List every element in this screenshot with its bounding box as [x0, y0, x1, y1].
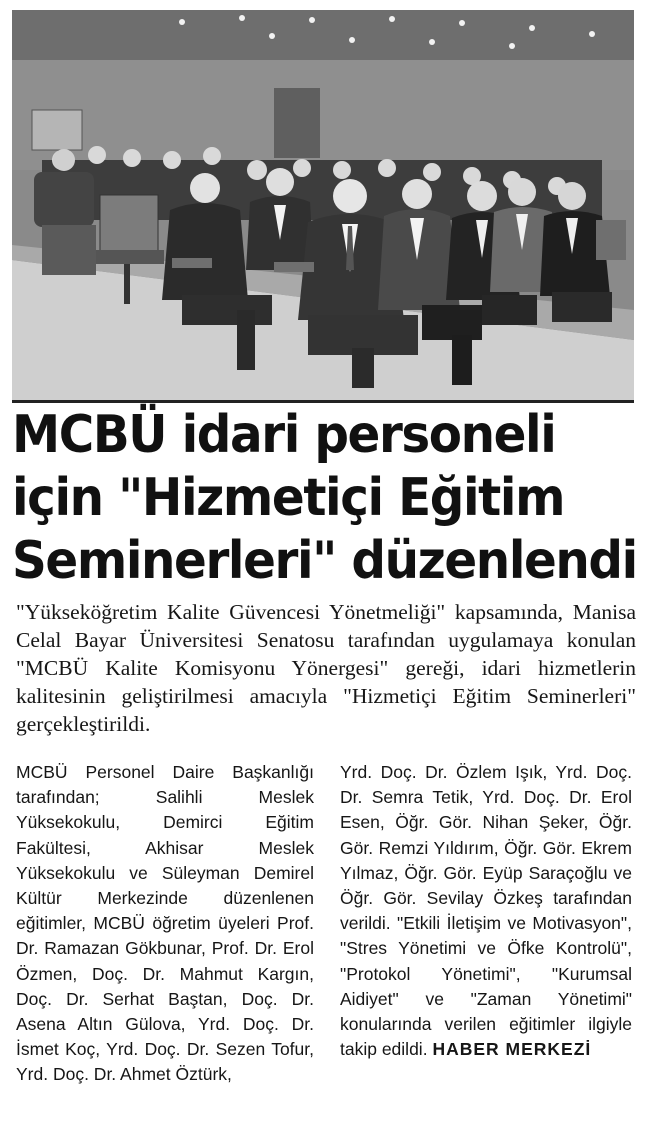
headline — [12, 404, 637, 593]
headline-line-2: için "Hizmetiçi Eğitim — [12, 468, 565, 528]
seminar-audience-photo — [12, 10, 634, 403]
headline-line-3: Seminerleri" düzenlendi — [12, 531, 637, 591]
headline-line-1: MCBÜ idari personeli — [12, 405, 556, 465]
ceiling — [12, 10, 634, 65]
door — [274, 88, 320, 158]
body-column-right-text: Yrd. Doç. Dr. Özlem Işık, Yrd. Doç. Dr. Semra Tetik, Yrd. Doç. Dr. Erol Esen, Öğr. Gör. Nihan Şeker, Öğr. Gör. Remzi Yıldırım, Öğr. Gör. Ekrem Yılmaz, Öğr. Gör. Eyüp Saraçoğlu ve Öğr. Gör. Sevilay Özkeş tarafından verildi. "Etkili İletişim ve Motivasyon", "Stres Yönetimi ve Öfke Kontrolü", "Protokol Yönetimi", "Kurumsal Aidiyet" ve "Zaman Yönetimi" konularında verilen eğitimler ilgiyle takip edildi. — [340, 762, 632, 1060]
byline: HABER MERKEZİ — [432, 1039, 592, 1060]
wall-panel — [32, 110, 82, 150]
lead-paragraph: "Yükseköğretim Kalite Güvencesi Yönetmeliği" kapsamında, Manisa Celal Bayar Üniversitesi Senatosu tarafından uygulamaya konulan "MCBÜ Kalite Komisyonu Yönergesi" gereği, idari hizmetlerin kalitesinin geliştirilmesi amacıyla "Hizmetiçi Eğitim Seminerleri" gerçekleştirildi. — [16, 600, 636, 736]
body-column-left: MCBÜ Personel Daire Başkanlığı tarafından; Salihli Meslek Yüksekokulu, Demirci Eğitim Fakültesi, Akhisar Meslek Yüksekokulu ve Süleyman Demirel Kültür Merkezinde düzenlenen eğitimler, MCBÜ öğretim üyeleri Prof. Dr. Ramazan Gökbunar, Prof. Dr. Erol Özmen, Doç. Dr. Mahmut Kargın, Doç. Dr. Serhat Baştan, Doç. Dr. Asena Altın Gülova, Yrd. Doç. Dr. İsmet Koç, Yrd. Doç. Dr. Sezen Tofur, Yrd. Doç. Dr. Ahmet Öztürk, — [16, 762, 314, 1085]
seminar-audience-illustration — [12, 10, 634, 400]
body-column-right — [340, 760, 632, 1062]
